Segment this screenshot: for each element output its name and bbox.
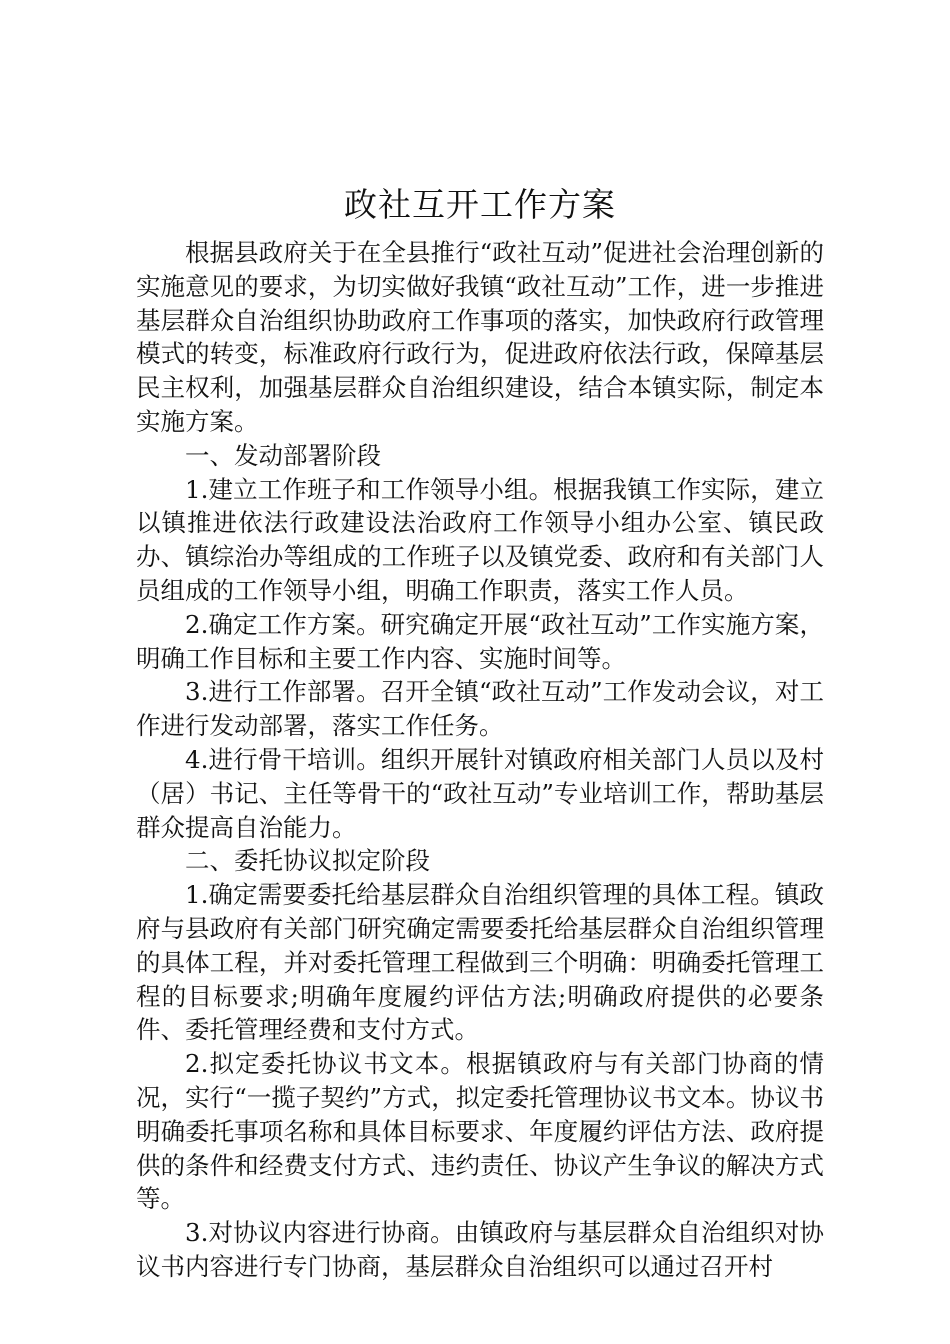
paragraph-intro: 根据县政府关于在全县推行“政社互动”促进社会治理创新的实施意见的要求，为切实做好我镇“政社互动”工作，进一步推进基层群众自治组织协助政府工作事项的落实，加快政府行政管理模式的转变，标准政府行政行为，促进政府依法行政，保障基层民主权利，加强基层群众自治组织建设，结合本镇实际，制定本实施方案。 bbox=[136, 238, 824, 436]
paragraph-1-2: 2.确定工作方案。研究确定开展“政社互动”工作实施方案，明确工作目标和主要工作内容、实施时间等。 bbox=[136, 609, 824, 673]
section-heading-2: 二、委托协议拟定阶段 bbox=[185, 846, 430, 876]
paragraph-1-1: 1.建立工作班子和工作领导小组。根据我镇工作实际，建立以镇推进依法行政建设法治政府工作领导小组办公室、镇民政办、镇综治办等组成的工作班子以及镇党委、政府和有关部门人员组成的工作领导小组，明确工作职责，落实工作人员。 bbox=[136, 474, 824, 605]
paragraph-2-1: 1.确定需要委托给基层群众自治组织管理的具体工程。镇政府与县政府有关部门研究确定需要委托给基层群众自治组织管理的具体工程，并对委托管理工程做到三个明确：明确委托管理工程的目标要求;明确年度履约评估方法;明确政府提供的必要条件、委托管理经费和支付方式。 bbox=[136, 880, 824, 1045]
paragraph-2-3: 3.对协议内容进行协商。由镇政府与基层群众自治组织对协议书内容进行专门协商，基层群众自治组织可以通过召开村 bbox=[136, 1218, 824, 1281]
section-heading-1: 一、发动部署阶段 bbox=[185, 440, 381, 470]
paragraph-2-2: 2.拟定委托协议书文本。根据镇政府与有关部门协商的情况，实行“一揽子契约”方式，拟定委托管理协议书文本。协议书明确委托事项名称和具体目标要求、年度履约评估方法、政府提供的条件和经费支付方式、违约责任、协议产生争议的解决方式等。 bbox=[136, 1049, 824, 1214]
paragraph-1-4: 4.进行骨干培训。组织开展针对镇政府相关部门人员以及村（居）书记、主任等骨干的“政社互动”专业培训工作，帮助基层群众提高自治能力。 bbox=[136, 744, 824, 842]
document-page bbox=[136, 178, 824, 1284]
paragraph-1-3: 3.进行工作部署。召开全镇“政社互动”工作发动会议，对工作进行发动部署，落实工作任务。 bbox=[136, 677, 824, 741]
document-title: 政社互开工作方案 bbox=[344, 185, 616, 224]
